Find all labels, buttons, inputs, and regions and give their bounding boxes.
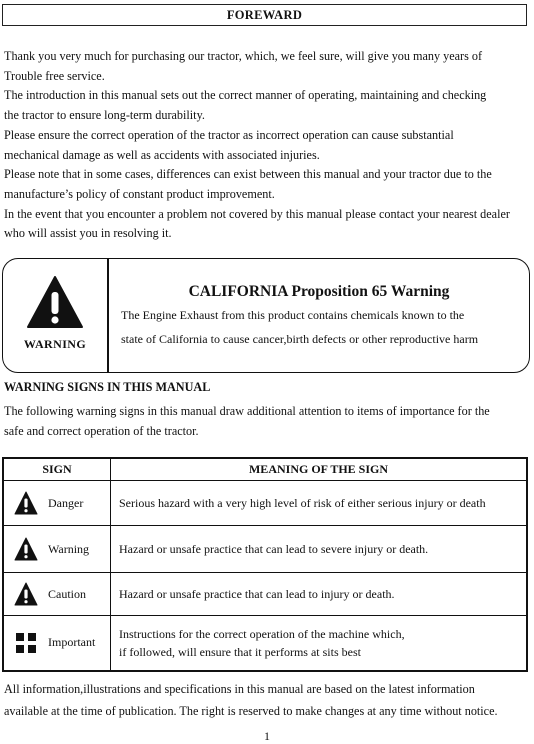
sign-meaning-line: Instructions for the correct operation of the machine which, xyxy=(119,626,405,641)
page-number: 1 xyxy=(264,729,270,743)
footer-note xyxy=(4,678,530,722)
table-row xyxy=(3,481,527,526)
warning-triangle-icon xyxy=(14,491,38,515)
california-title: CALIFORNIA Proposition 65 Warning xyxy=(188,283,450,300)
sign-label: Danger xyxy=(48,495,84,510)
section-heading: WARNING SIGNS IN THIS MANUAL xyxy=(4,380,211,394)
california-text: The Engine Exhaust from this product contains chemicals known to the xyxy=(121,308,465,322)
sign-meaning: Hazard or unsafe practice that can lead to injury or death. xyxy=(111,573,528,616)
warning-triangle-icon xyxy=(14,537,38,561)
table-row xyxy=(3,573,527,616)
intro-paragraph xyxy=(4,47,530,244)
warning-signs-table xyxy=(2,457,528,672)
sign-meaning xyxy=(111,616,528,671)
sign-cell xyxy=(3,573,111,616)
intro-line: Trouble free service. xyxy=(4,68,105,83)
warning-triangle-icon xyxy=(26,275,84,334)
intro-line: mechanical damage as well as accidents with associated injuries. xyxy=(4,147,320,162)
sign-cell xyxy=(3,616,111,671)
intro-line: In the event that you encounter a problem not covered by this manual please contact your nearest dealer xyxy=(4,206,510,221)
intro-line: Thank you very much for purchasing our tractor, which, we feel sure, will give you many years of xyxy=(4,49,483,63)
sign-label: Warning xyxy=(48,541,90,556)
table-header: SIGN xyxy=(3,458,111,481)
page-title: FOREWARD xyxy=(2,4,527,26)
warning-triangle-icon xyxy=(14,582,38,606)
california-warning-box xyxy=(2,258,530,373)
intro-line: manufacture’s policy of constant product improvement. xyxy=(4,186,275,201)
sign-cell xyxy=(3,481,111,526)
intro-line: The introduction in this manual sets out the correct manner of operating, maintaining and checking xyxy=(4,88,487,103)
section-intro-line: safe and correct operation of the tractor. xyxy=(4,424,199,438)
sign-meaning-line: if followed, will ensure that it performs at sits best xyxy=(119,644,361,659)
intro-line: the tractor to ensure long-term durability. xyxy=(4,108,205,123)
intro-line: Please note that in some cases, differences can exist between this manual and your tractor due to the xyxy=(4,167,492,182)
intro-line: Please ensure the correct operation of the tractor as incorrect operation can cause substantial xyxy=(4,127,454,142)
intro-line: who will assist you in resolving it. xyxy=(4,226,172,241)
california-text: state of California to cause cancer,birth defects or other reproductive harm xyxy=(121,332,479,346)
table-row xyxy=(3,616,527,671)
sign-label: Caution xyxy=(48,586,86,601)
table-header-row xyxy=(3,458,527,481)
sign-label: Important xyxy=(48,635,96,650)
sign-meaning: Hazard or unsafe practice that can lead to severe injury or death. xyxy=(111,526,528,573)
sign-meaning: Serious hazard with a very high level of risk of either serious injury or death xyxy=(111,481,528,526)
divider xyxy=(107,259,109,372)
footer-line: All information,illustrations and specifications in this manual are based on the latest information xyxy=(4,682,475,696)
warning-label: WARNING xyxy=(23,337,87,351)
footer-line: available at the time of publication. The right is reserved to make changes at any time without notice. xyxy=(4,704,498,718)
important-squares-icon xyxy=(14,631,38,655)
section-intro-line: The following warning signs in this manual draw additional attention to items of importance for the xyxy=(4,404,490,418)
section-intro xyxy=(4,401,530,441)
sign-cell xyxy=(3,526,111,573)
table-header: MEANING OF THE SIGN xyxy=(111,458,528,481)
table-row xyxy=(3,526,527,573)
